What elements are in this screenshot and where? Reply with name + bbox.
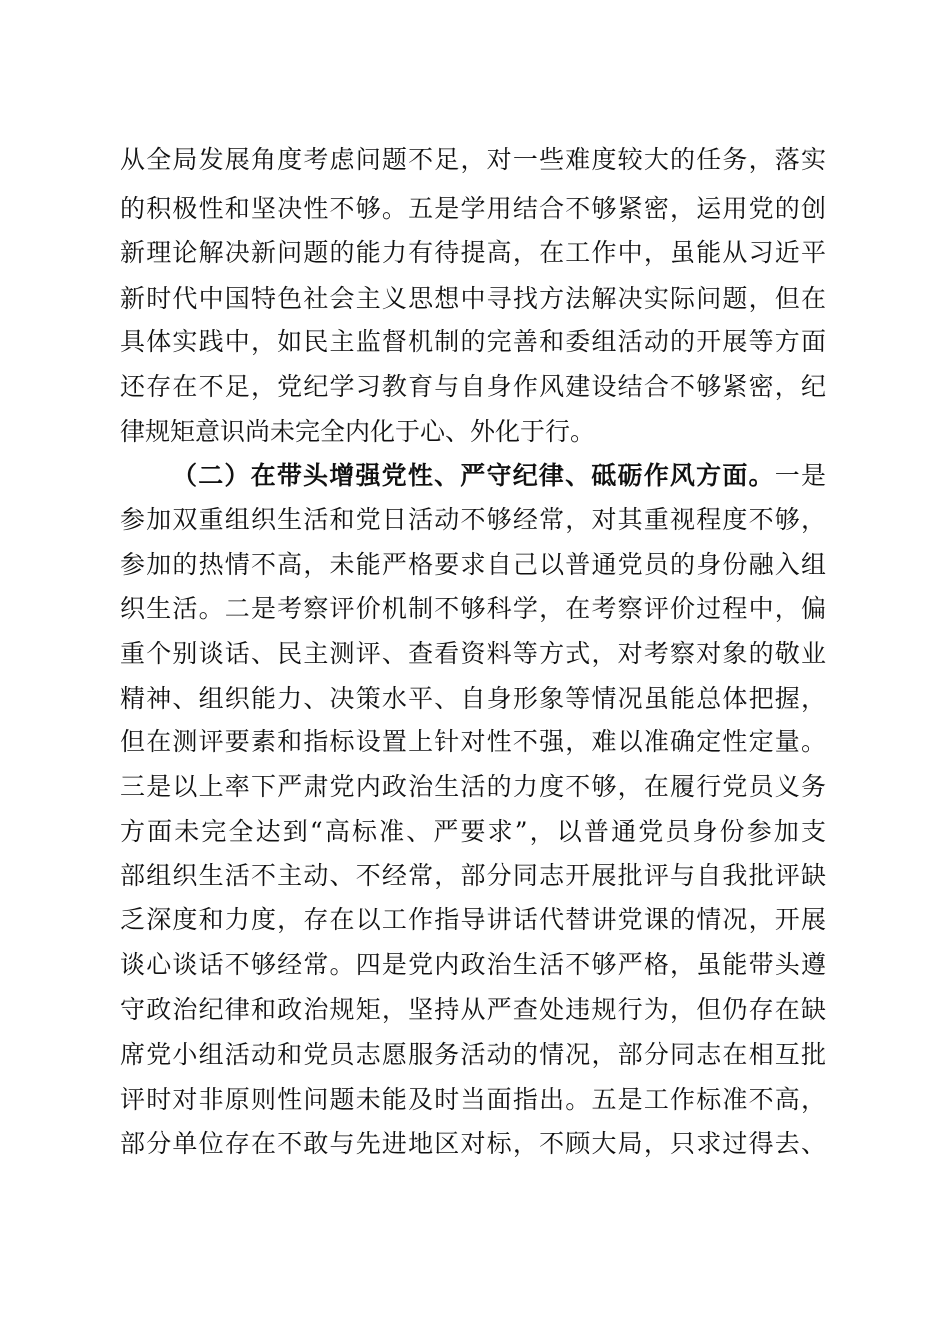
paragraph-line: 新时代中国特色社会主义思想中寻找方法解决实际问题，但在: [120, 284, 826, 313]
paragraph-line: 新理论解决新问题的能力有待提高，在工作中，虽能从习近平: [120, 238, 826, 267]
paragraph-line: 守政治纪律和政治规矩，坚持从严查处违规行为，但仍存在缺: [120, 995, 826, 1024]
paragraph-line: 重个别谈话、民主测评、查看资料等方式，对考察对象的敬业: [120, 639, 826, 668]
paragraph-line: 部分单位存在不敢与先进地区对标，不顾大局，只求过得去、: [120, 1129, 826, 1158]
paragraph-line: 还存在不足，党纪学习教育与自身作风建设结合不够紧密，纪: [120, 372, 826, 401]
paragraph-line: 的积极性和坚决性不够。五是学用结合不够紧密，运用党的创: [120, 194, 826, 223]
paragraph-line: 方面未完全达到“高标准、严要求”，以普通党员身份参加支: [120, 817, 826, 846]
paragraph-line: 具体实践中，如民主监督机制的完善和委组活动的开展等方面: [120, 327, 826, 356]
paragraph-line: 三是以上率下严肃党内政治生活的力度不够，在履行党员义务: [120, 772, 826, 801]
paragraph-line: 织生活。二是考察评价机制不够科学，在考察评价过程中，偏: [120, 594, 826, 623]
paragraph-line: 乏深度和力度，存在以工作指导讲话代替讲党课的情况，开展: [120, 905, 826, 934]
paragraph-line: 精神、组织能力、决策水平、自身形象等情况虽能总体把握，: [120, 684, 826, 713]
paragraph-line: 参加的热情不高，未能严格要求自己以普通党员的身份融入组: [120, 550, 826, 579]
paragraph-line: 参加双重组织生活和党日活动不够经常，对其重视程度不够，: [120, 505, 826, 534]
paragraph-line: 但在测评要素和指标设置上针对性不强，难以准确定性定量。: [120, 727, 826, 756]
paragraph-line: 席党小组活动和党员志愿服务活动的情况，部分同志在相互批: [120, 1040, 826, 1069]
paragraph-line: 从全局发展角度考虑问题不足，对一些难度较大的任务，落实: [120, 145, 826, 174]
paragraph-line: 部组织生活不主动、不经常，部分同志开展批评与自我批评缺: [120, 861, 826, 890]
section-heading: （二）在带头增强党性、严守纪律、砥砺作风方面。: [172, 461, 775, 490]
heading-line-rest: 一是: [774, 461, 826, 490]
section-heading-line: [172, 456, 826, 496]
paragraph-line: 谈心谈话不够经常。四是党内政治生活不够严格，虽能带头遵: [120, 950, 826, 979]
paragraph-line: 评时对非原则性问题未能及时当面指出。五是工作标准不高，: [120, 1085, 826, 1114]
paragraph-line: 律规矩意识尚未完全内化于心、外化于行。: [120, 417, 596, 446]
